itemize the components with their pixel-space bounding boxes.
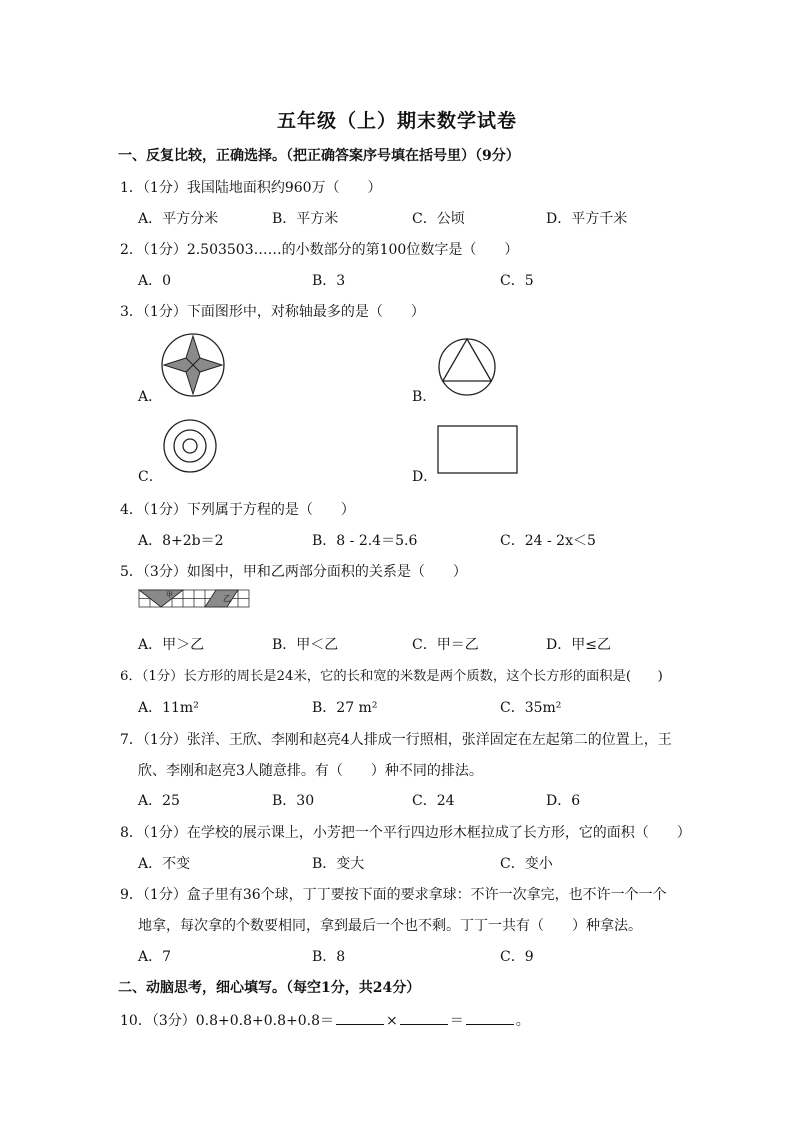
- question-4: 4．（1分）下列属于方程的是（ ）: [120, 502, 355, 518]
- q7-option-c: C．24: [412, 793, 455, 809]
- q5-option-d: D．甲≤乙: [546, 637, 611, 653]
- q9-option-b: B．8: [312, 949, 346, 965]
- q4-option-a: A．8+2b＝2: [138, 533, 224, 549]
- label-jia: 甲: [166, 591, 173, 599]
- q9-option-a: A．7: [138, 949, 172, 965]
- q1-option-d: D．平方千米: [546, 211, 628, 227]
- question-6: 6．（1分）长方形的周长是24米，它的长和宽的米数是两个质数，这个长方形的面积是( ): [120, 669, 663, 684]
- figure-grid-jia-yi: [138, 589, 250, 608]
- q10-blank-2[interactable]: [400, 1010, 448, 1025]
- figure-circle-with-diamonds: [160, 332, 226, 398]
- q5-option-b: B．甲＜乙: [272, 637, 339, 653]
- q6-option-a: A．11m²: [138, 700, 199, 716]
- q1-option-c: C．公顷: [412, 211, 465, 227]
- q10-blank-3[interactable]: [466, 1010, 514, 1025]
- section-2-heading: 二、动脑思考，细心填写。（每空1分，共24分）: [118, 980, 421, 996]
- question-1: 1．（1分）我国陆地面积约960万（ ）: [120, 180, 382, 196]
- q3-option-c: C．: [138, 469, 163, 485]
- question-10: [120, 1010, 530, 1030]
- q8-option-c: C．变小: [500, 856, 553, 872]
- q3-option-b: B．: [412, 389, 437, 405]
- q5-option-c: C．甲＝乙: [412, 637, 479, 653]
- q1-option-b: B．平方米: [272, 211, 339, 227]
- question-9-line-1: 9．（1分）盒子里有36个球，丁丁要按下面的要求拿球：不许一次拿完，也不许一个一个: [120, 887, 667, 903]
- q2-option-b: B．3: [312, 273, 346, 289]
- figure-concentric-circles: [162, 418, 218, 474]
- q3-option-d: D．: [412, 469, 438, 485]
- label-yi: 乙: [223, 594, 231, 603]
- q4-option-c: C．24 - 2x＜5: [500, 533, 596, 549]
- q10-end: 。: [515, 1013, 530, 1029]
- figure-circle-with-triangle: [437, 337, 497, 397]
- q5-option-a: A．甲＞乙: [138, 637, 205, 653]
- q2-option-a: A．0: [138, 273, 172, 289]
- q6-option-c: C．35m²: [500, 700, 562, 716]
- q2-option-c: C．5: [500, 273, 534, 289]
- question-7-line-1: 7．（1分）张洋、王欣、李刚和赵亮4人排成一行照相，张洋固定在左起第二的位置上，王: [120, 732, 672, 748]
- page-title: 五年级（上）期末数学试卷: [276, 110, 517, 132]
- question-9-line-2: 地拿，每次拿的个数要相同，拿到最后一个也不剩。丁丁一共有（ ）种拿法。: [138, 918, 642, 934]
- q10-blank-1[interactable]: [336, 1010, 384, 1025]
- q7-option-d: D．6: [546, 793, 581, 809]
- q7-option-b: B．30: [272, 793, 315, 809]
- q10-equals-sign: ＝: [449, 1013, 464, 1029]
- q1-option-a: A．平方分米: [138, 211, 219, 227]
- q4-option-b: B．8 - 2.4＝5.6: [312, 533, 418, 549]
- figure-rectangle: [437, 425, 519, 475]
- q10-prefix: 10．（3分）0.8+0.8+0.8+0.8＝: [120, 1013, 334, 1029]
- q8-option-a: A．不变: [138, 856, 191, 872]
- q6-option-b: B．27 m²: [312, 700, 378, 716]
- question-3: 3．（1分）下面图形中，对称轴最多的是（ ）: [120, 304, 425, 320]
- q9-option-c: C．9: [500, 949, 534, 965]
- question-5: 5．（3分）如图中，甲和乙两部分面积的关系是（ ）: [120, 564, 467, 580]
- question-8: 8．（1分）在学校的展示课上，小芳把一个平行四边形木框拉成了长方形，它的面积（ ）: [120, 825, 691, 841]
- question-2: 2．（1分）2.503503……的小数部分的第100位数字是（ ）: [120, 242, 519, 258]
- q3-option-a: A．: [138, 389, 163, 405]
- question-7-line-2: 欣、李刚和赵亮3人随意排。有（ ）种不同的排法。: [138, 763, 483, 779]
- q7-option-a: A．25: [138, 793, 180, 809]
- section-1-heading: 一、反复比较，正确选择。（把正确答案序号填在括号里）（9分）: [118, 148, 520, 164]
- q10-times-sign: ×: [385, 1013, 398, 1029]
- q8-option-b: B．变大: [312, 856, 365, 872]
